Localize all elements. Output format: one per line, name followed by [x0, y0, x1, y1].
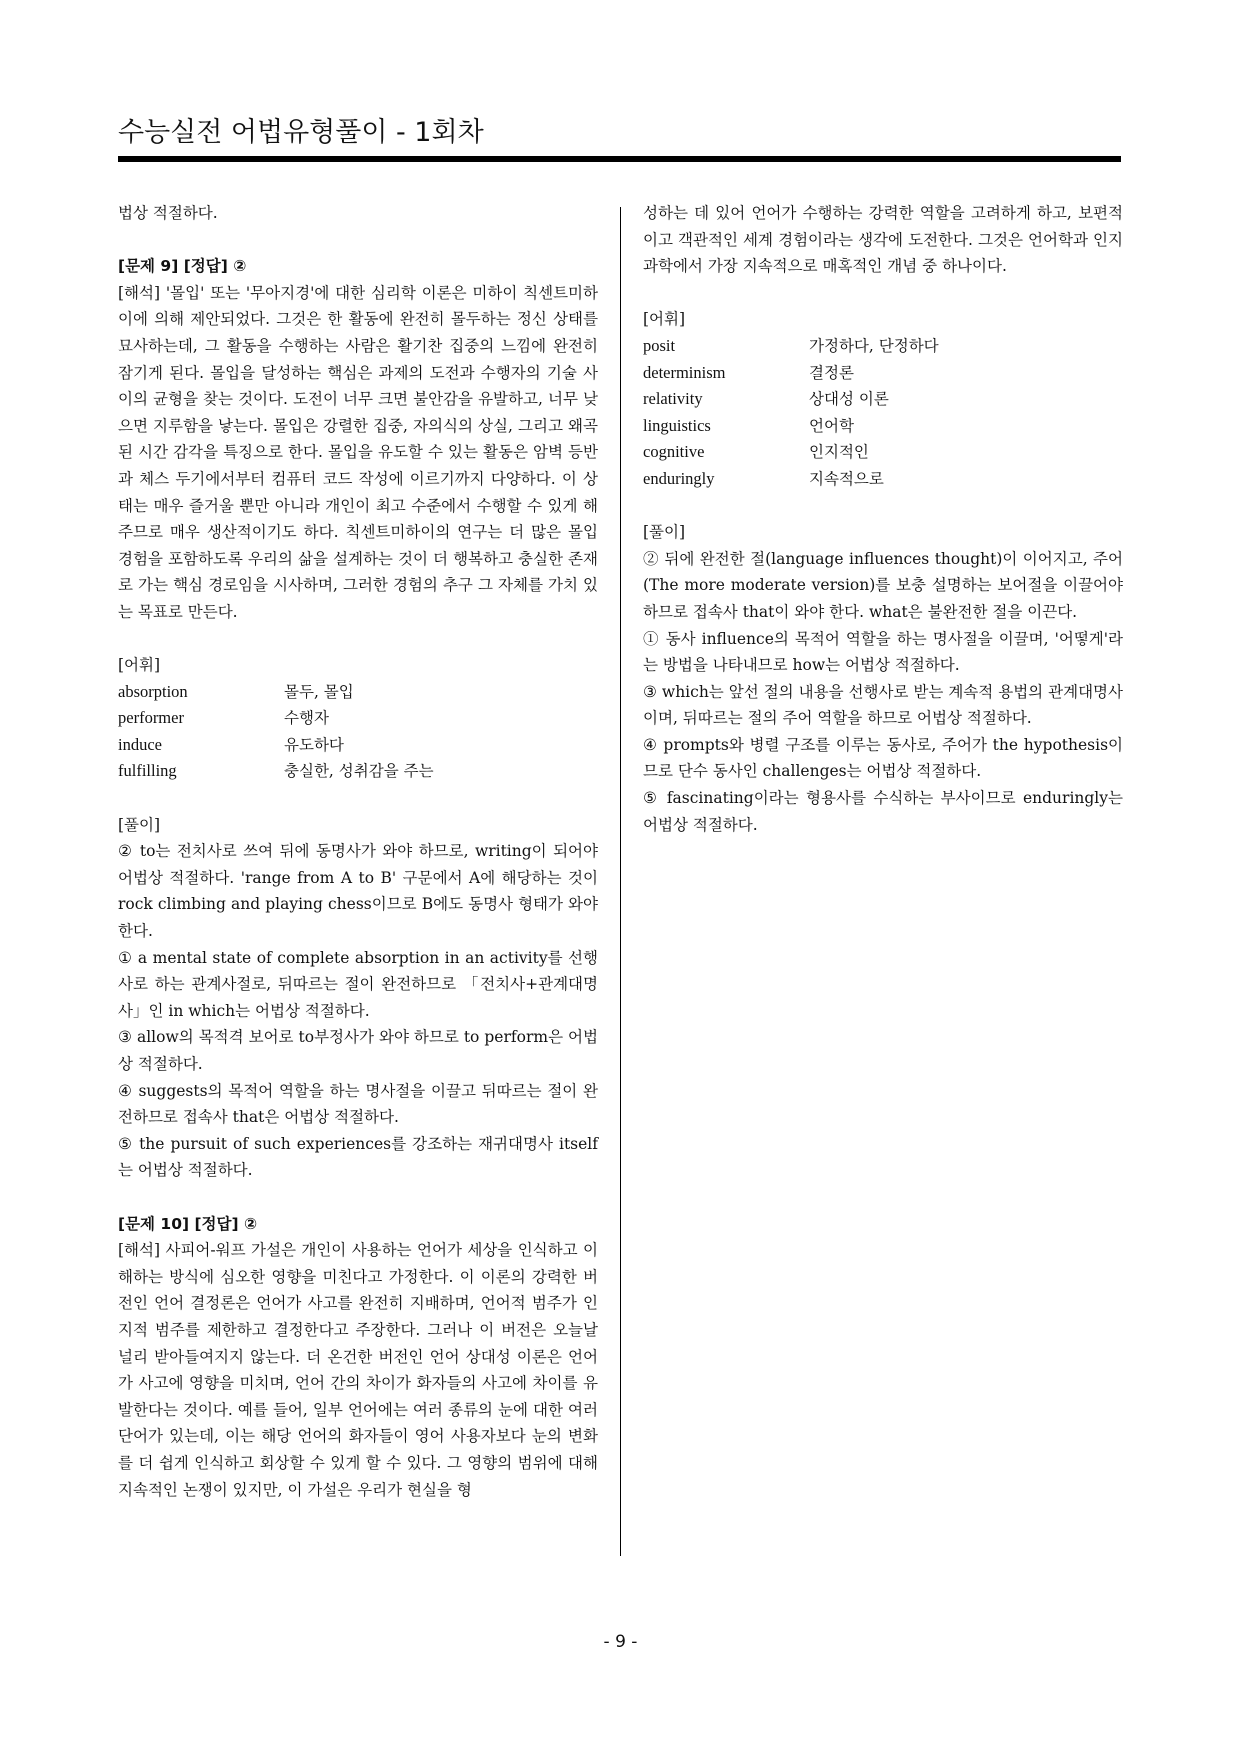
vocab-korean: 인지적인: [809, 443, 869, 462]
vocab-row: [643, 333, 1123, 360]
solution-item: ④ suggests의 목적어 역할을 하는 명사절을 이끌고 뒤따르는 절이 완전하므로 접속사 that은 어법상 적절하다.: [118, 1081, 598, 1127]
vocab-row: [118, 679, 598, 706]
solution-item: ② to는 전치사로 쓰여 뒤에 동명사가 와야 하므로, writing이 되어야 어법상 적절하다. 'range from A to B' 구문에서 A에 해당하는 것이 rock climbing and playing chess이므로 B에도 동명사 형태가 와야 한다.: [118, 842, 598, 941]
vocab-row: [643, 413, 1123, 440]
vocab-row: [643, 360, 1123, 387]
solution-item: ⑤ fascinating이라는 형용사를 수식하는 부사이므로 enduringly는 어법상 적절하다.: [643, 789, 1123, 834]
vocab-english: induce: [118, 734, 162, 754]
question-10-translation: [해석] 사피어-워프 가설은 개인이 사용하는 언어가 세상을 인식하고 이해하는 방식에 심오한 영향을 미친다고 가정한다. 이 이론의 강력한 버전인 언어 결정론은 언어가 사고를 완전히 지배하며, 언어적 범주가 인지적 범주를 제한하고 결정한다고 주장한다. 그러나 이 버전은 오늘날 널리 받아들여지지 않는다. 더 온건한 버전인 언어 상대성 이론은 언어가 사고에 영향을 미치며, 언어 간의 차이가 화자들의 사고에 차이를 유발한다는 것이다. 예를 들어, 일부 언어에는 여러 종류의 눈에 대한 여러 단어가 있는데, 이는 해당 언어의 화자들이 영어 사용자보다 눈의 변화를 더 쉽게 인식하고 회상할 수 있게 할 수 있다. 그 영향의 범위에 대해 지속적인 논쟁이 있지만, 이 가설은 우리가 현실을 형: [118, 1241, 598, 1499]
question-9-solution-label: [풀이]: [118, 815, 161, 834]
solution-item: ③ allow의 목적격 보어로 to부정사가 와야 하므로 to perform은 어법상 적절하다.: [118, 1028, 598, 1073]
vocab-korean: 몰두, 몰입: [284, 682, 354, 701]
vocab-korean: 충실한, 성취감을 주는: [284, 762, 434, 781]
vocab-english: linguistics: [643, 415, 711, 435]
question-9-vocab-label: [어휘]: [118, 656, 161, 675]
vocab-row: [643, 386, 1123, 413]
question-10-solution-label: [풀이]: [643, 523, 686, 542]
solution-item: ② 뒤에 완전한 절(language influences thought)이 이어지고, 주어(The more moderate version)를 보충 설명하는 보어절을 이끌어야 하므로 접속사 that이 와야 한다. what은 불완전한 절을 이끈다.: [643, 549, 1123, 621]
vocab-korean: 가정하다, 단정하다: [809, 336, 939, 355]
vocab-english: cognitive: [643, 442, 705, 462]
question-10-heading: [문제 10] [정답] ②: [118, 1214, 258, 1233]
solution-item: ④ prompts와 병렬 구조를 이루는 동사로, 주어가 the hypothesis이므로 단수 동사인 challenges는 어법상 적절하다.: [643, 735, 1123, 781]
vocab-korean: 언어학: [809, 416, 854, 435]
vocab-row: [643, 466, 1123, 493]
vocab-english: performer: [118, 708, 184, 728]
vocab-korean: 수행자: [284, 709, 329, 728]
solution-item: ① 동사 influence의 목적어 역할을 하는 명사절을 이끌며, '어떻게'라는 방법을 나타내므로 how는 어법상 적절하다.: [643, 629, 1123, 675]
question-10-translation-continued: 성하는 데 있어 언어가 수행하는 강력한 역할을 고려하게 하고, 보편적이고 객관적인 세계 경험이라는 생각에 도전한다. 그것은 언어학과 인지 과학에서 가장 지속적으로 매혹적인 개념 중 하나이다.: [643, 204, 1123, 276]
vocab-korean: 지속적으로: [809, 469, 884, 488]
vocab-row: [118, 758, 598, 785]
question-10-section: [118, 1211, 598, 1504]
vocab-row: [643, 439, 1123, 466]
right-column: [643, 200, 1123, 838]
vocab-korean: 결정론: [809, 363, 854, 382]
vocab-korean: 상대성 이론: [809, 390, 889, 409]
solution-item: ③ which는 앞선 절의 내용을 선행사로 받는 계속적 용법의 관계대명사이며, 뒤따르는 절의 주어 역할을 하므로 어법상 적절하다.: [643, 682, 1123, 728]
page-title: 수능실전 어법유형풀이 - 1회차: [118, 117, 484, 148]
question-9-translation: [해석] '몰입' 또는 '무아지경'에 대한 심리학 이론은 미하이 칙센트미하이에 의해 제안되었다. 그것은 한 활동에 완전히 몰두하는 정신 상태를 묘사하는데, 그 활동을 수행하는 사람은 활기찬 집중의 느낌에 완전히 잠기게 된다. 몰입을 달성하는 핵심은 과제의 도전과 수행자의 기술 사이의 균형을 찾는 것이다. 도전이 너무 크면 불안감을 유발하고, 너무 낮으면 지루함을 낳는다. 몰입은 강렬한 집중, 자의식의 상실, 그리고 왜곡된 시간 감각을 특징으로 한다. 몰입을 유도할 수 있는 활동은 암벽 등반과 체스 두기에서부터 컴퓨터 코드 작성에 이르기까지 다양하다. 이 상태는 매우 즐거울 뿐만 아니라 개인이 최고 수준에서 수행할 수 있게 해주므로 매우 생산적이기도 하다. 칙센트미하이의 연구는 더 많은 몰입 경험을 포함하도록 우리의 삶을 설계하는 것이 더 행복하고 충실한 존재로 가는 핵심 경로임을 시사하며, 그러한 경험의 추구 그 자체를 가치 있는 목표로 만든다.: [118, 283, 598, 621]
column-divider: [620, 207, 621, 1556]
question-9-heading: [문제 9] [정답] ②: [118, 257, 247, 276]
vocab-english: relativity: [643, 389, 703, 409]
vocab-english: enduringly: [643, 468, 715, 488]
question-9-section: [118, 253, 598, 1184]
page-number: - 9 -: [603, 1632, 638, 1652]
left-column: [118, 200, 598, 1503]
title-rule: [118, 156, 1121, 162]
question-10-vocab-label: [어휘]: [643, 310, 686, 329]
continuation-text: 법상 적절하다.: [118, 204, 218, 222]
vocab-row: [118, 732, 598, 759]
vocab-row: [118, 705, 598, 732]
vocab-english: fulfilling: [118, 761, 177, 781]
solution-item: ① a mental state of complete absorption in an activity를 선행사로 하는 관계사절로, 뒤따르는 절이 완전하므로 「전치사+관계대명사」인 in which는 어법상 적절하다.: [118, 948, 598, 1020]
vocab-english: posit: [643, 335, 676, 355]
vocab-english: absorption: [118, 681, 188, 701]
vocab-korean: 유도하다: [284, 735, 344, 754]
solution-item: ⑤ the pursuit of such experiences를 강조하는 재귀대명사 itself는 어법상 적절하다.: [118, 1134, 598, 1180]
vocab-english: determinism: [643, 362, 726, 382]
